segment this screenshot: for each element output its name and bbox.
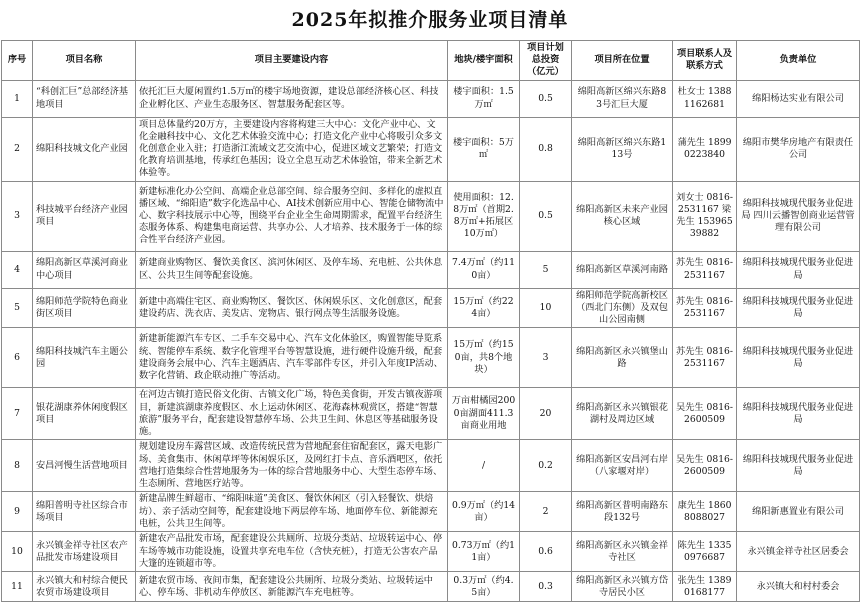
cell-area: 7.4万㎡（约110亩） xyxy=(448,251,520,288)
cell-invest: 0.2 xyxy=(520,440,572,492)
table-row xyxy=(2,440,860,492)
cell-location: 绵阳高新区永兴镇银花湖村及周边区域 xyxy=(572,388,673,440)
cell-name: 绵阳科技城汽车主题公园 xyxy=(33,328,136,388)
cell-unit: 绵阳杨达实业有限公司 xyxy=(737,80,860,117)
cell-no: 6 xyxy=(2,328,33,388)
cell-name: 绵阳普明寺社区综合市场项目 xyxy=(33,492,136,532)
cell-no: 2 xyxy=(2,117,33,181)
cell-unit: 绵阳科技城现代服务业促进局 xyxy=(737,328,860,388)
cell-contact: 张先生 13890168177 xyxy=(673,572,737,602)
cell-unit: 绵阳科技城现代服务业促进局 四川云播智创商业运营管理有限公司 xyxy=(737,181,860,251)
table-row xyxy=(2,117,860,181)
cell-unit: 绵阳新惠置业有限公司 xyxy=(737,492,860,532)
cell-invest: 2 xyxy=(520,492,572,532)
cell-contact: 苏先生 0816-2531167 xyxy=(673,251,737,288)
cell-contact: 杜女士 13881162681 xyxy=(673,80,737,117)
cell-area: 15万㎡（约224亩） xyxy=(448,288,520,328)
header-location: 项目所在位置 xyxy=(572,41,673,81)
cell-invest: 5 xyxy=(520,251,572,288)
cell-location: 绵阳高新区未来产业园核心区域 xyxy=(572,181,673,251)
cell-area: 0.3万㎡（约4.5亩） xyxy=(448,572,520,602)
cell-name: 绵阳师范学院特色商业街区项目 xyxy=(33,288,136,328)
cell-invest: 20 xyxy=(520,388,572,440)
cell-contact: 刘女士 0816-2531167 梁先生 15396539882 xyxy=(673,181,737,251)
table-row xyxy=(2,388,860,440)
cell-content: 新建中高端住宅区、商业购物区、餐饮区、休闲娱乐区、文化创意区，配套建设药店、洗衣店、美发店、宠物店、银行网点等生活服务设施。 xyxy=(136,288,448,328)
table-row xyxy=(2,532,860,572)
cell-invest: 3 xyxy=(520,328,572,388)
table-row xyxy=(2,572,860,602)
cell-location: 绵阳高新区普明南路东段132号 xyxy=(572,492,673,532)
cell-contact: 蒲先生 18990223840 xyxy=(673,117,737,181)
cell-name: 绵阳科技城文化产业园 xyxy=(33,117,136,181)
cell-area: 15万㎡（约150亩，共8个地块） xyxy=(448,328,520,388)
cell-content: 新建品牌生鲜超市、“绵阳味道”美食区、餐饮休闲区（引入轻餐饮、烘焙坊）、亲子活动空间等，配套建设地下两层停车场、地面停车位、新能源充电桩，公共卫生间等。 xyxy=(136,492,448,532)
header-invest: 项目计划总投资（亿元） xyxy=(520,41,572,81)
header-contact: 项目联系人及联系方式 xyxy=(673,41,737,81)
header-area: 地块/楼宇面积 xyxy=(448,41,520,81)
cell-contact: 苏先生 0816-2531167 xyxy=(673,328,737,388)
cell-area: 万亩柑橘园2000亩湖面411.3亩商业用地 xyxy=(448,388,520,440)
cell-content: 新建新能源汽车专区、二手车交易中心、汽车文化体验区，购置智能导览系统、智能停车系统、数字化管理平台等智慧设施，进行硬件设施升级，配套建设商务会展中心、汽车主题酒店、汽车零部件专区，并引入年度IP活动、数字化营销、政企联动推广等活动。 xyxy=(136,328,448,388)
cell-unit: 绵阳科技城现代服务业促进局 xyxy=(737,251,860,288)
table-row xyxy=(2,328,860,388)
cell-area: 0.73万㎡（约11亩） xyxy=(448,532,520,572)
cell-name: 安昌河慢生活营地项目 xyxy=(33,440,136,492)
cell-area: 0.9万㎡（约14亩） xyxy=(448,492,520,532)
cell-unit: 绵阳市樊华房地产有限责任公司 xyxy=(737,117,860,181)
cell-invest: 0.8 xyxy=(520,117,572,181)
cell-name: “科创汇巨”总部经济基地项目 xyxy=(33,80,136,117)
cell-contact: 康先生 18608088027 xyxy=(673,492,737,532)
cell-location: 绵阳高新区永兴镇金祥寺社区 xyxy=(572,532,673,572)
cell-contact: 吴先生 0816-2600509 xyxy=(673,440,737,492)
cell-location: 绵阳师范学院高新校区（西北门东侧）及双包山公园南侧 xyxy=(572,288,673,328)
cell-invest: 10 xyxy=(520,288,572,328)
cell-location: 绵阳高新区安昌河右岸（八家堰对岸） xyxy=(572,440,673,492)
cell-invest: 0.5 xyxy=(520,80,572,117)
cell-name: 永兴镇大和村综合便民农贸市场建设项目 xyxy=(33,572,136,602)
cell-area: 楼宇面积：5万㎡ xyxy=(448,117,520,181)
cell-no: 5 xyxy=(2,288,33,328)
header-content: 项目主要建设内容 xyxy=(136,41,448,81)
cell-contact: 吴先生 0816-2600509 xyxy=(673,388,737,440)
cell-location: 绵阳高新区永兴镇方岱寺居民小区 xyxy=(572,572,673,602)
cell-area: 楼宇面积：1.5万㎡ xyxy=(448,80,520,117)
table-row xyxy=(2,251,860,288)
cell-location: 绵阳高新区绵兴东路113号 xyxy=(572,117,673,181)
cell-no: 3 xyxy=(2,181,33,251)
cell-no: 11 xyxy=(2,572,33,602)
cell-no: 1 xyxy=(2,80,33,117)
header-no: 序号 xyxy=(2,41,33,81)
cell-no: 10 xyxy=(2,532,33,572)
cell-contact: 陈先生 13350976687 xyxy=(673,532,737,572)
cell-name: 银花湖康养休闲度假区项目 xyxy=(33,388,136,440)
header-name: 项目名称 xyxy=(33,41,136,81)
cell-unit: 永兴镇金祥寺社区居委会 xyxy=(737,532,860,572)
table-row xyxy=(2,288,860,328)
cell-unit: 绵阳科技城现代服务业促进局 xyxy=(737,440,860,492)
cell-invest: 0.5 xyxy=(520,181,572,251)
cell-contact: 苏先生 0816-2531167 xyxy=(673,288,737,328)
cell-name: 绵阳高新区草溪河商业中心项目 xyxy=(33,251,136,288)
cell-invest: 0.6 xyxy=(520,532,572,572)
cell-content: 新建标准化办公空间、高端企业总部空间、综合服务空间、多样化的虚拟直播区域、“绵阳造”数字化选品中心、AI技术创新应用中心、智能仓储物流中心、数字科技展示中心等，围绕平台企业全生命周期需求，配置平台经济生态服务体系、构建集电商运营、共享办公、人才培养、技术服务于一体的综合性平台经济产业园。 xyxy=(136,181,448,251)
cell-no: 7 xyxy=(2,388,33,440)
table-row xyxy=(2,492,860,532)
cell-content: 项目总体量约20万方，主要建设内容将构建三大中心：文化产业中心、文化金融科技中心、文化艺术体验交流中心；打造文化产业中心将吸引众多文化创意企业入驻；打造浙江流域文艺交流中心，促进区域文艺繁荣；打造文化教育培训基地，传承红色基因；设立全息互动艺术体验馆，带来全新艺术体验等。 xyxy=(136,117,448,181)
cell-name: 科技城平台经济产业园项目 xyxy=(33,181,136,251)
document-title: 2025年拟推介服务业项目清单 xyxy=(291,9,569,31)
cell-content: 在河边古镇打造民俗文化街、古镇文化广场，特色美食街，开发古镇夜游项目，新建滨湖康养度假区、水上运动休闲区、花海森林观赏区，搭建“智慧旅游”服务平台，配套建设智慧停车场、公共卫生间、休息区等基础服务设施。 xyxy=(136,388,448,440)
cell-content: 新建农贸市场、夜间市集，配套建设公共厕所、垃圾分类站、垃圾转运中心、停车场、非机动车停放区、新能源汽车充电桩等。 xyxy=(136,572,448,602)
cell-unit: 绵阳科技城现代服务业促进局 xyxy=(737,388,860,440)
project-table xyxy=(1,40,860,602)
cell-location: 绵阳高新区草溪河南路 xyxy=(572,251,673,288)
cell-location: 绵阳高新区永兴镇堡山路 xyxy=(572,328,673,388)
table-row xyxy=(2,181,860,251)
cell-no: 8 xyxy=(2,440,33,492)
cell-content: 依托汇巨大厦闲置约1.5万㎡的楼宇场地资源，建设总部经济核心区、科技企业孵化区、产业生态服务区、智慧服务配套区等。 xyxy=(136,80,448,117)
cell-unit: 永兴镇大和村村委会 xyxy=(737,572,860,602)
cell-no: 4 xyxy=(2,251,33,288)
table-row xyxy=(2,80,860,117)
cell-content: 新建农产品批发市场，配套建设公共厕所、垃圾分类站、垃圾转运中心、停车场等城市功能设施，设置共享充电车位（含快充桩），打造无公害农产品大篷的连锁超市等。 xyxy=(136,532,448,572)
cell-area: / xyxy=(448,440,520,492)
cell-location: 绵阳高新区绵兴东路83号汇巨大厦 xyxy=(572,80,673,117)
cell-area: 使用面积：12.8万㎡（首期2.8万㎡+拓展区10万㎡） xyxy=(448,181,520,251)
cell-unit: 绵阳科技城现代服务业促进局 xyxy=(737,288,860,328)
table-header-row xyxy=(2,41,860,81)
cell-invest: 0.3 xyxy=(520,572,572,602)
cell-content: 新建商业购物区、餐饮美食区、滨河休闲区、及停车场、充电桩、公共休息区、公共卫生间等配套设施。 xyxy=(136,251,448,288)
cell-name: 永兴镇金祥寺社区农产品批发市场建设项目 xyxy=(33,532,136,572)
cell-no: 9 xyxy=(2,492,33,532)
header-unit: 负责单位 xyxy=(737,41,860,81)
cell-content: 规划建设房车露营区域、改造传统民营为营地配套住宿配套区，露天电影广场、美食集市、休闲草坪等休闲娱乐区，及网红打卡点、音乐酒吧区，依托营地打造集综合性营地服务为一体的综合营地服务中心、大型生态停车场、生态厕所、营地医疗站等。 xyxy=(136,440,448,492)
